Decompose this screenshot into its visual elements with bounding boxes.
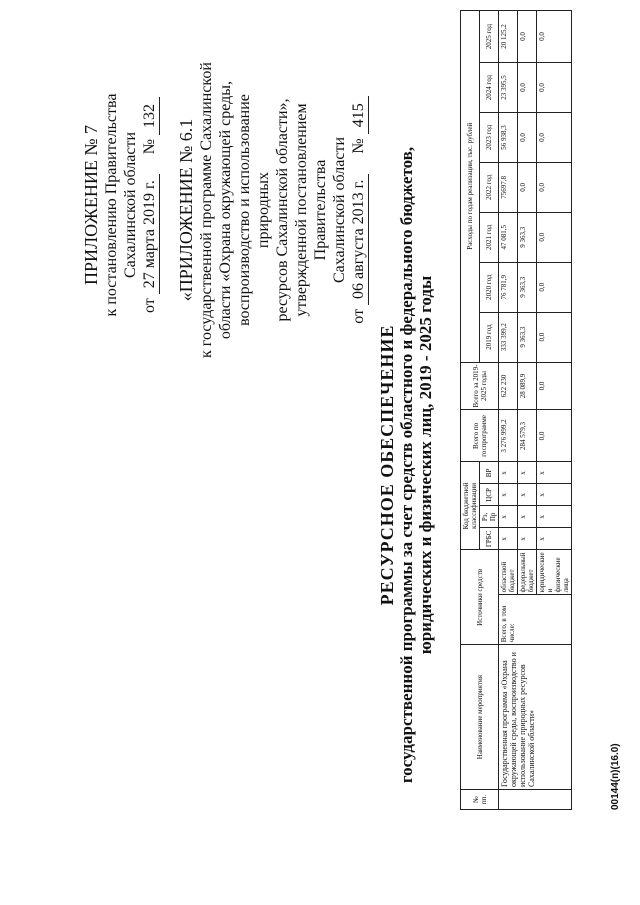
cell-year-value: 0,0 [518, 63, 537, 113]
header-code: Код бюджетной классификации [461, 462, 480, 550]
header-year: 2024 год [480, 63, 499, 113]
cell-vr: х [518, 462, 537, 484]
cell-year-value: 0,0 [537, 212, 572, 262]
appendix-6-1-from: от [350, 308, 367, 324]
cell-rzpr: х [518, 506, 537, 528]
cell-source: областной бюджет [499, 550, 518, 595]
cell-csr: х [499, 484, 518, 506]
appendix-6-1-no: № [350, 138, 367, 154]
cell-year-value: 9 363,3 [518, 212, 537, 262]
cell-year-value: 0,0 [537, 112, 572, 162]
document-code: 00144(п)(16.0) [610, 743, 621, 810]
header-total-period: Всего за 2019-2025 годы [461, 362, 499, 410]
cell-total-period: 0,0 [537, 362, 572, 410]
appendix-7-no: № [141, 139, 158, 155]
header-no: № пп. [461, 790, 499, 810]
cell-source: федеральный бюджет [518, 550, 537, 595]
cell-grbs: х [537, 528, 572, 550]
cell-total-period: 28 089,9 [518, 362, 537, 410]
cell-total-program: 3 276 999,2 [499, 410, 518, 462]
appendix-7-from: от [141, 298, 158, 313]
cell-year-value: 20 125,2 [499, 11, 518, 63]
header-rzpr: Рз, Пр [480, 506, 499, 528]
cell-year-value: 56 938,3 [499, 112, 518, 162]
header-year: 2023 год [480, 112, 499, 162]
appendix-7-line1: к постановлению Правительства [103, 93, 120, 317]
appendix-7-line2: Сахалинской области [122, 131, 139, 279]
cell-year-value: 0,0 [537, 63, 572, 113]
cell-total-program: 284 579,3 [518, 410, 537, 462]
cell-rzpr: х [499, 506, 518, 528]
cell-year-value: 9 363,3 [518, 262, 537, 312]
appendix-6-1-line4: ресурсов Сахалинской области», [274, 98, 291, 322]
resource-table [460, 10, 572, 810]
table-row [499, 11, 518, 810]
header-year: 2021 год [480, 212, 499, 262]
header-csr: ЦСР [480, 484, 499, 506]
header-source: Источники средств [461, 550, 499, 645]
cell-year-value: 0,0 [518, 112, 537, 162]
header-year: 2025 год [480, 11, 499, 63]
appendix-7-title: ПРИЛОЖЕНИЕ № 7 [81, 124, 101, 286]
appendix-6-1-line5: утвержденной постановлением Правительства [293, 103, 329, 317]
heading-title: РЕСУРСНОЕ ОБЕСПЕЧЕНИЕ [377, 324, 397, 606]
cell-year-value: 75697,8 [499, 162, 518, 212]
appendix-7-date-line [140, 80, 160, 330]
cell-year-value: 0,0 [537, 312, 572, 362]
appendix-7-date: 27 марта 2019 г. [140, 174, 160, 294]
cell-total-label: Всего, в том числе: [499, 595, 572, 645]
cell-year-value: 0,0 [537, 11, 572, 63]
header-year: 2019 год [480, 312, 499, 362]
cell-csr: х [518, 484, 537, 506]
appendix-6-1-number: 415 [349, 96, 369, 134]
header-year: 2020 год [480, 262, 499, 312]
header-grbs: ГРБС [480, 528, 499, 550]
appendix-6-1-line6: Сахалинской области [331, 136, 348, 284]
cell-vr: х [499, 462, 518, 484]
appendix-6-1-line2: области «Охрана окружающей среды, [217, 80, 234, 340]
cell-total-period: 622 230 [499, 362, 518, 410]
cell-no [499, 790, 572, 810]
appendix-7-number: 132 [140, 97, 160, 135]
cell-year-value: 76 781,9 [499, 262, 518, 312]
appendix-6-1-line3: воспроизводство и использование природных [236, 94, 272, 326]
appendix-6-1-date: 06 августа 2013 г. [349, 174, 369, 305]
appendix-6-1-line1: к государственной программе Сахалинской [198, 62, 215, 358]
cell-year-value: 0,0 [518, 162, 537, 212]
document-heading [378, 145, 435, 785]
cell-grbs: х [499, 528, 518, 550]
cell-total-program: 0,0 [537, 410, 572, 462]
heading-line2: государственной программы за счет средств областного и федерального бюджетов, [397, 146, 416, 784]
header-year: 2022 год [480, 162, 499, 212]
header-vr: ВР [480, 462, 499, 484]
header-name: Наименование мероприятия [461, 645, 499, 790]
cell-source: юридические и физические лица [537, 550, 572, 595]
heading-line3: юридических и физических лиц, 2019 - 2025 годы [416, 275, 435, 655]
cell-year-value: 0,0 [537, 162, 572, 212]
appendix-7-block [80, 80, 160, 330]
cell-vr: х [537, 462, 572, 484]
cell-year-value: 9 363,3 [518, 312, 537, 362]
cell-rzpr: х [537, 506, 572, 528]
appendix-6-1-block [175, 60, 369, 360]
cell-year-value: 47 081,5 [499, 212, 518, 262]
cell-program-name: Государственная программа «Охрана окружающей среды, воспроизводство и использование природных ресурсов Сахалинской области» [499, 645, 572, 790]
header-expenses: Расходы по годам реализации, тыс. рублей [461, 11, 480, 363]
cell-year-value: 23 395,5 [499, 63, 518, 113]
appendix-6-1-title: «ПРИЛОЖЕНИЕ № 6.1 [176, 118, 196, 302]
cell-csr: х [537, 484, 572, 506]
cell-year-value: 333 399,2 [499, 312, 518, 362]
header-total-program: Всего по госпрограмме [461, 410, 499, 462]
appendix-6-1-date-line [349, 60, 369, 360]
cell-year-value: 0,0 [537, 262, 572, 312]
table-header-row-1 [461, 11, 480, 810]
cell-grbs: х [518, 528, 537, 550]
cell-year-value: 0,0 [518, 11, 537, 63]
